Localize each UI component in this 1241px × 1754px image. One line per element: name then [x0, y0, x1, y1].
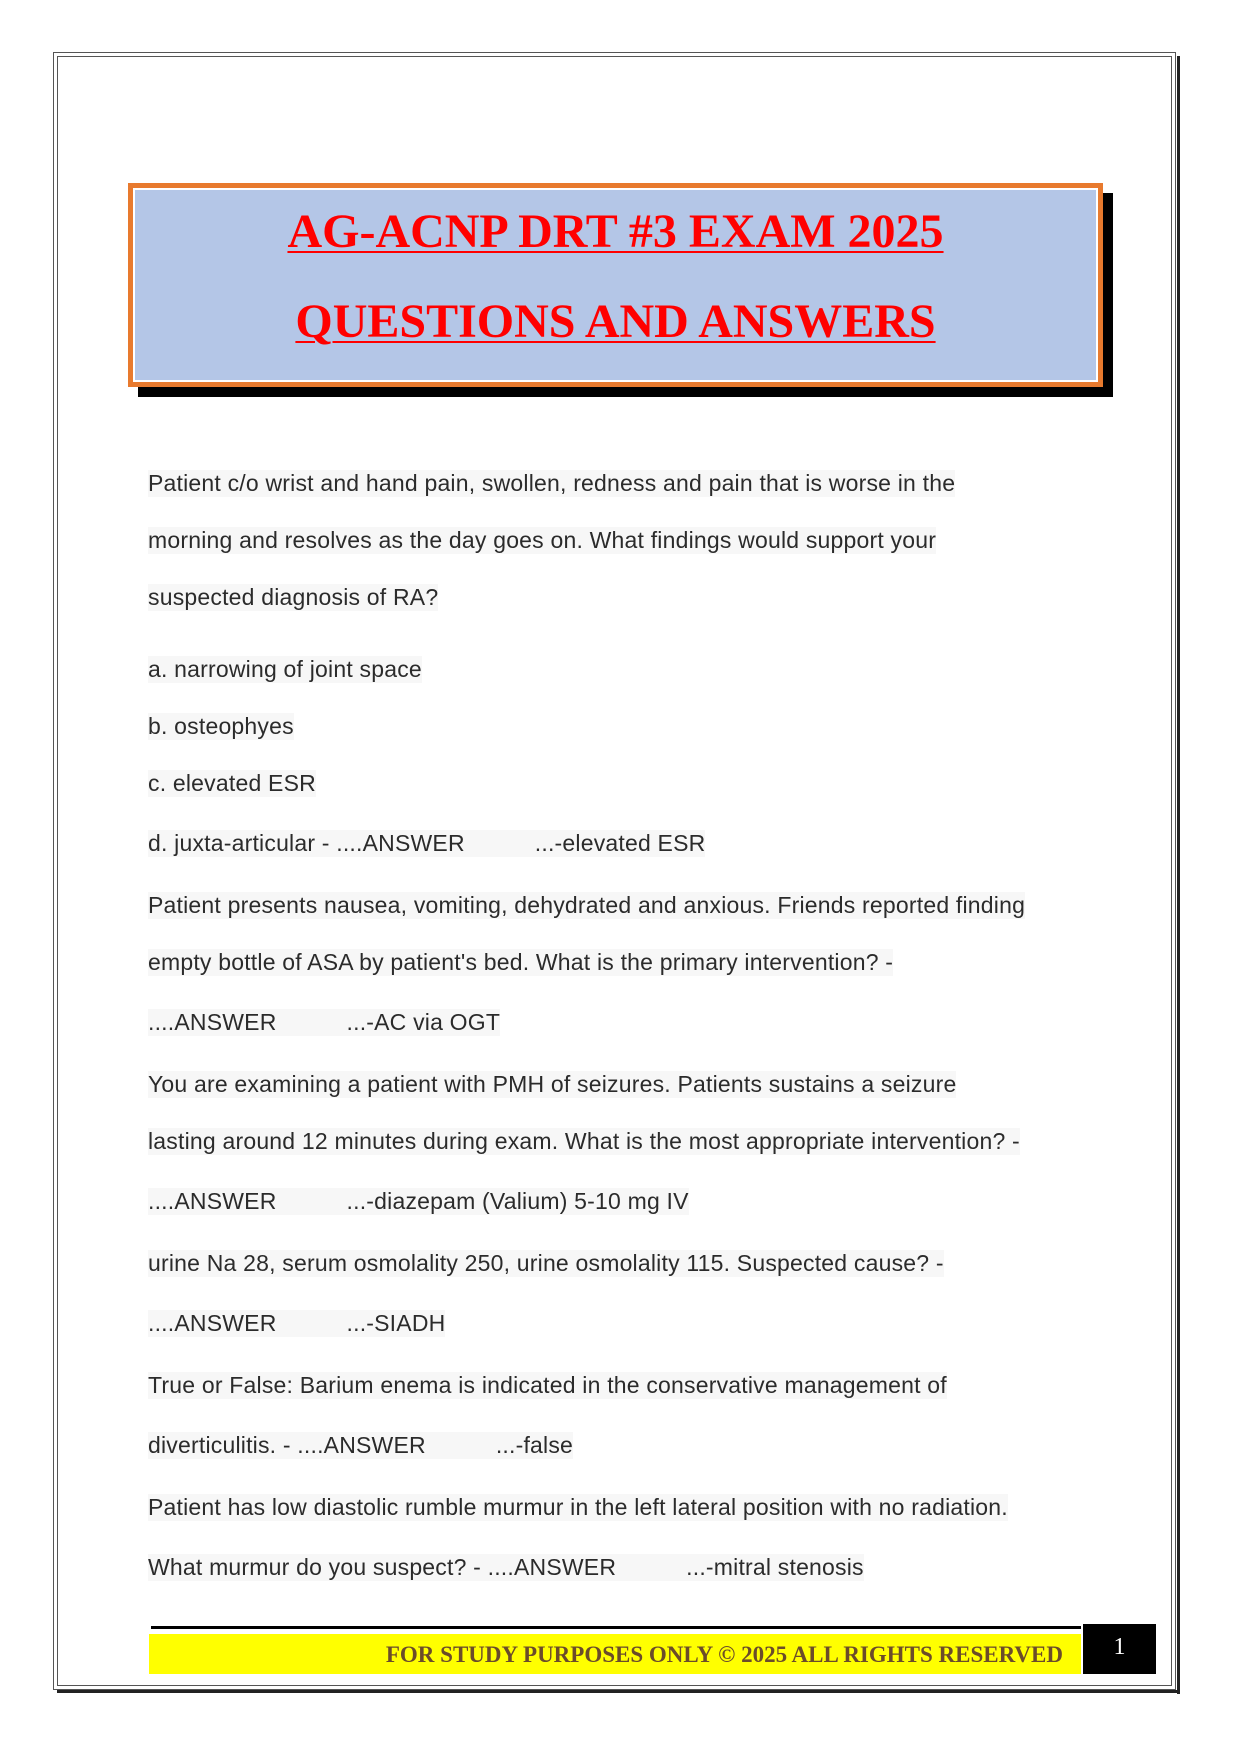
q3-answer: ...-diazepam (Valium) 5-10 mg IV: [346, 1188, 689, 1214]
title-line-1: AG-ACNP DRT #3 EXAM 2025: [287, 205, 944, 258]
q2-text-line-1: Patient presents nausea, vomiting, dehydrated and anxious. Friends reported finding: [148, 892, 1026, 918]
footer-band: [149, 1634, 1081, 1674]
page-border-shadow-right: [1177, 56, 1180, 1694]
q1-option-a: a. narrowing of joint space: [148, 656, 422, 682]
q1-option-c: c. elevated ESR: [148, 770, 316, 796]
q6-answer: ...-mitral stenosis: [686, 1554, 864, 1580]
q4-answer: ...-SIADH: [346, 1310, 446, 1336]
q2-text-line-2: empty bottle of ASA by patient's bed. What is the primary intervention? -: [148, 949, 894, 975]
q3-text-line-2: lasting around 12 minutes during exam. What is the most appropriate intervention? -: [148, 1128, 1020, 1154]
q4-answer-row: [148, 1310, 445, 1337]
title-box: [128, 183, 1103, 387]
q5-text-line-2: diverticulitis. - ....ANSWER: [148, 1432, 426, 1458]
q1-option-d-row: [148, 830, 705, 857]
q5-text-line-1: True or False: Barium enema is indicated in the conservative management of: [148, 1372, 947, 1398]
page-number: 1: [1083, 1624, 1156, 1674]
title-line-2: QUESTIONS AND ANSWERS: [295, 295, 936, 348]
q5-answer: ...-false: [495, 1432, 574, 1458]
q1-text-line-3: suspected diagnosis of RA?: [148, 584, 439, 610]
q1-answer: ...-elevated ESR: [534, 830, 706, 856]
q2-answer: ...-AC via OGT: [346, 1009, 501, 1035]
q2-answer-label: ....ANSWER: [148, 1009, 277, 1035]
title-box-inner: [133, 188, 1098, 382]
q4-text-line-1: urine Na 28, serum osmolality 250, urine osmolality 115. Suspected cause? -: [148, 1250, 944, 1276]
footer-rule: [151, 1626, 1081, 1629]
q5-answer-row: [148, 1432, 573, 1459]
q1-option-d: d. juxta-articular - ....ANSWER: [148, 830, 465, 856]
page-border-shadow-bottom: [57, 1690, 1180, 1693]
q3-answer-row: [148, 1188, 689, 1215]
q6-text-line-1: Patient has low diastolic rumble murmur in the left lateral position with no radiation.: [148, 1494, 1008, 1520]
q1-text-line-2: morning and resolves as the day goes on. What findings would support your: [148, 527, 937, 553]
footer-text: FOR STUDY PURPOSES ONLY © 2025 ALL RIGHTS RESERVED: [385, 1642, 1063, 1667]
q6-text-line-2: What murmur do you suspect? - ....ANSWER: [148, 1554, 617, 1580]
q6-answer-row: [148, 1554, 864, 1581]
q3-answer-label: ....ANSWER: [148, 1188, 277, 1214]
q3-text-line-1: You are examining a patient with PMH of seizures. Patients sustains a seizure: [148, 1071, 957, 1097]
q2-answer-row: [148, 1009, 500, 1036]
q1-text-line-1: Patient c/o wrist and hand pain, swollen, redness and pain that is worse in the: [148, 470, 956, 496]
q1-option-b: b. osteophyes: [148, 713, 294, 739]
q4-answer-label: ....ANSWER: [148, 1310, 277, 1336]
